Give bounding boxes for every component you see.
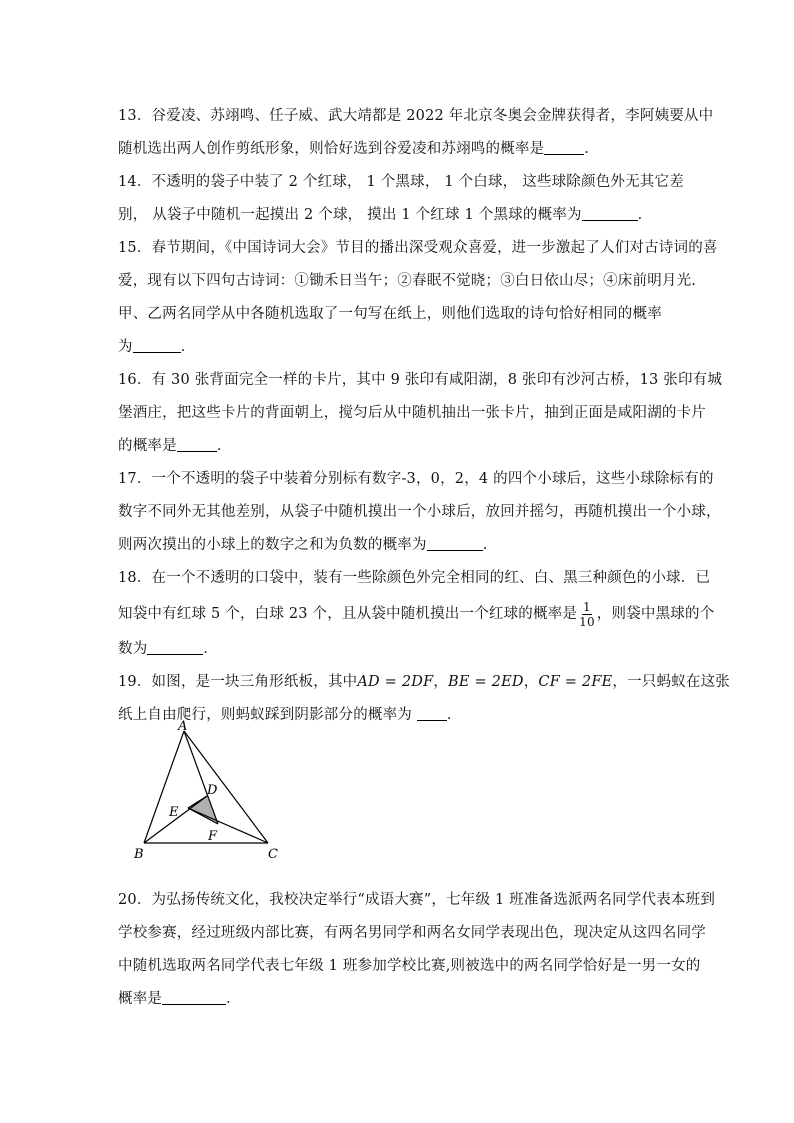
label-e: E bbox=[169, 805, 179, 820]
question-15 bbox=[118, 232, 718, 364]
answer-blank[interactable] bbox=[417, 706, 447, 721]
equation-be: BE = 2ED bbox=[448, 674, 524, 690]
equation-ad: AD = 2DF bbox=[357, 674, 434, 690]
q17-line-1: 17．一个不透明的袋子中装着分别标有数字-3，0，2，4 的四个小球后，这些小球除标有的 bbox=[118, 471, 714, 487]
question-20 bbox=[118, 884, 716, 1016]
q18-line-2 bbox=[118, 595, 715, 633]
q14-line-2 bbox=[118, 199, 684, 232]
label-f: F bbox=[208, 829, 218, 844]
triangle-figure bbox=[126, 720, 296, 870]
q14-line-1: 14．不透明的袋子中装了 2 个红球， 1 个黑球， 1 个白球， 这些球除颜色外无其它差 bbox=[118, 174, 684, 190]
q16-line-2: 堡酒庄，把这些卡片的背面朝上，搅匀后从中随机抽出一张卡片，抽到正面是咸阳湖的卡片 bbox=[118, 405, 706, 421]
question-16 bbox=[118, 364, 723, 463]
q13-line-1: 13．谷爱凌、苏翊鸣、任子威、武大靖都是 2022 年北京冬奥会金牌获得者，李阿姨要从中 bbox=[118, 108, 714, 124]
q16-end: ． bbox=[216, 438, 232, 454]
q20-line-1: 20．为弘扬传统文化，我校决定举行“成语大赛”，七年级 1 班准备选派两名同学代表本班到 bbox=[118, 892, 716, 908]
q19-text-c: 纸上自由爬行，则蚂蚁踩到阴影部分的概率为 bbox=[118, 707, 412, 723]
answer-blank[interactable] bbox=[147, 640, 203, 655]
answer-blank[interactable] bbox=[582, 206, 638, 221]
q19-end: ． bbox=[446, 707, 462, 723]
separator: ， bbox=[433, 674, 449, 690]
q17-end: . bbox=[482, 537, 488, 553]
label-d: D bbox=[207, 783, 218, 798]
q20-text: 概率是 bbox=[118, 991, 163, 1007]
q20-line-4 bbox=[118, 983, 684, 1016]
edge-ab bbox=[144, 731, 184, 843]
q15-end: ． bbox=[180, 339, 196, 355]
q14-end: ． bbox=[637, 207, 653, 223]
q13-text: 随机选出两人创作剪纸形象，则恰好选到谷爱凌和苏翊鸣的概率是 bbox=[118, 141, 545, 157]
fraction-denominator: 10 bbox=[579, 614, 595, 629]
question-18 bbox=[118, 562, 715, 666]
q16-line-1: 16．有 30 张背面完全一样的卡片，其中 9 张印有咸阳湖，8 张印有沙河古桥，13 张印有城 bbox=[118, 372, 723, 388]
q15-line-1: 15．春节期间，《中国诗词大会》节目的播出深受观众喜爱，进一步激起了人们对古诗词的喜 bbox=[118, 240, 718, 256]
q18-end: ． bbox=[203, 641, 219, 657]
q13-end: ． bbox=[584, 141, 600, 157]
fraction-numerator: 1 bbox=[583, 599, 591, 614]
q18-line-3 bbox=[118, 633, 684, 666]
answer-blank[interactable] bbox=[133, 338, 181, 353]
answer-blank[interactable] bbox=[162, 990, 226, 1005]
question-13 bbox=[118, 100, 714, 166]
q15-line-4 bbox=[118, 331, 684, 364]
q15-line-2: 爱，现有以下四句古诗词：①锄禾日当午；②春眠不觉晓；③白日依山尽；④床前明月光. bbox=[118, 273, 697, 289]
question-list bbox=[118, 100, 731, 732]
answer-blank[interactable] bbox=[427, 536, 483, 551]
q20-line-3: 中随机选取两名同学代表七年级 1 班参加学校比赛,则被选中的两名同学恰好是一男一女的 bbox=[118, 958, 701, 974]
q17-line-2: 数字不同外无其他差别，从袋子中随机摸出一个小球后，放回并摇匀，再随机摸出一个小球， bbox=[118, 504, 721, 520]
label-c: C bbox=[268, 847, 278, 862]
q13-line-2 bbox=[118, 133, 684, 166]
equation-cf: CF = 2FE bbox=[538, 674, 613, 690]
question-14 bbox=[118, 166, 684, 232]
label-a: A bbox=[178, 720, 188, 734]
q17-text: 则两次摸出的小球上的数字之和为负数的概率为 bbox=[118, 537, 427, 553]
probability-fraction bbox=[579, 600, 595, 629]
q20-line-2: 学校参赛，经过班级内部比赛，有两名男同学和两名女同学表现出色，现决定从这四名同学 bbox=[118, 925, 706, 941]
q19-line-1 bbox=[118, 666, 731, 699]
answer-blank[interactable] bbox=[177, 437, 217, 452]
q19-text-a: 19．如图，是一块三角形纸板，其中 bbox=[118, 674, 358, 690]
q18-text-a: 知袋中有红球 5 个，白球 23 个，且从袋中随机摸出一个红球的概率是 bbox=[118, 606, 578, 622]
q15-line-3: 甲、乙两名同学从中各随机选取了一句写在纸上，则他们选取的诗句恰好相同的概率 bbox=[118, 306, 662, 322]
question-17 bbox=[118, 463, 721, 562]
answer-blank[interactable] bbox=[544, 140, 584, 155]
label-b: B bbox=[134, 847, 144, 862]
q17-line-3 bbox=[118, 529, 684, 562]
q15-text: 为 bbox=[118, 339, 133, 355]
edge-ca bbox=[184, 731, 268, 843]
q16-line-3 bbox=[118, 430, 684, 463]
segment-ce bbox=[188, 808, 268, 843]
q14-text: 别， 从袋子中随机一起摸出 2 个球， 摸出 1 个红球 1 个黑球的概率为 bbox=[118, 207, 582, 223]
q18-line-1: 18．在一个不透明的口袋中，装有一些除颜色外完全相同的红、白、黑三种颜色的小球．已 bbox=[118, 570, 711, 586]
q16-text: 的概率是 bbox=[118, 438, 177, 454]
q18-text-c: 数为 bbox=[118, 641, 148, 657]
separator: ， bbox=[523, 674, 539, 690]
q18-text-b: ，则袋中黑球的个 bbox=[596, 606, 715, 622]
q19-text-b: ，一只蚂蚁在这张 bbox=[612, 674, 731, 690]
q20-end: ． bbox=[226, 991, 241, 1007]
